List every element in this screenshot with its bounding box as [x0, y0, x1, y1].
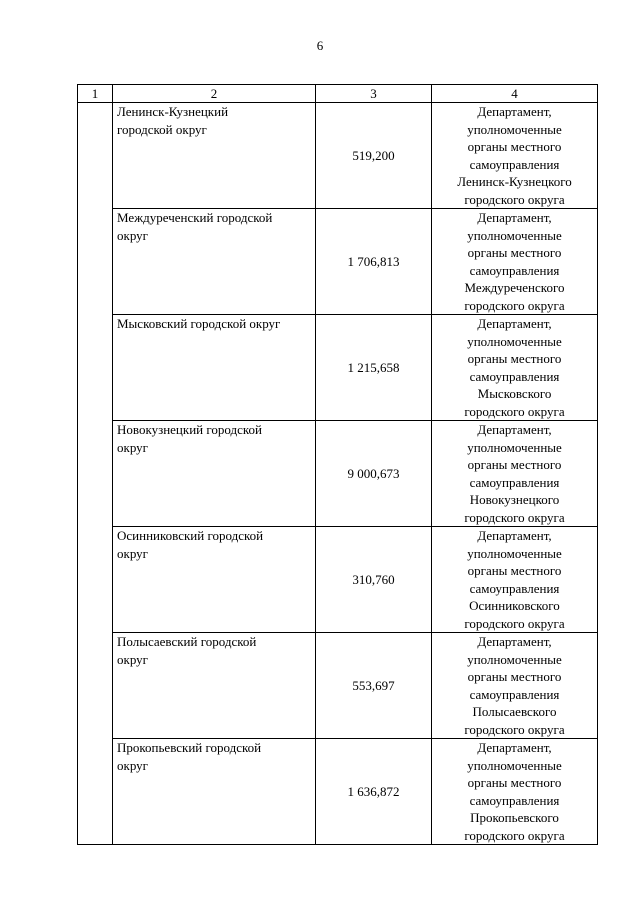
- table-row: [78, 209, 598, 315]
- table-row: [78, 739, 598, 845]
- responsible-body-line: Департамент,: [477, 316, 552, 331]
- responsible-body-line: Департамент,: [477, 104, 552, 119]
- column-header-2: 2: [113, 85, 316, 103]
- responsible-body-line: самоуправления: [469, 262, 560, 278]
- amount-cell: [316, 209, 432, 315]
- amount-cell: [316, 633, 432, 739]
- municipality-name-line: Осинниковский городской: [117, 528, 264, 543]
- amount-cell: [316, 739, 432, 845]
- municipality-name-line: Междуреченский городской: [117, 210, 273, 225]
- responsible-body-line: Осинниковского: [469, 598, 560, 613]
- responsible-body-line: уполномоченные: [467, 439, 562, 455]
- responsible-body-line: уполномоченные: [467, 121, 562, 137]
- responsible-body-line: Департамент,: [477, 422, 552, 437]
- responsible-body-line: Департамент,: [477, 740, 552, 755]
- column-header-3: 3: [316, 85, 432, 103]
- table-body: [78, 103, 598, 845]
- municipality-name-line: Мысковский городской округ: [117, 316, 281, 331]
- table-row: [78, 421, 598, 527]
- responsible-body-cell: [432, 209, 598, 315]
- table-header: [78, 85, 598, 103]
- municipality-name-line: Ленинск-Кузнецкий: [117, 104, 229, 119]
- responsible-body-line: Новокузнецкого: [469, 492, 560, 507]
- responsible-body-line: самоуправления: [469, 792, 560, 808]
- responsible-body-line: городского округа: [464, 403, 565, 419]
- amount-cell: [316, 315, 432, 421]
- responsible-body-line: самоуправления: [469, 474, 560, 490]
- responsible-body-line: органы местного: [467, 245, 562, 260]
- municipality-cell: [113, 209, 316, 315]
- responsible-body-line: Междуреченского: [464, 280, 565, 295]
- responsible-body-line: городского округа: [464, 721, 565, 737]
- table-row: [78, 103, 598, 209]
- responsible-body-line: городского округа: [464, 509, 565, 525]
- municipality-name-line: Полысаевский городской: [117, 634, 257, 649]
- responsible-body-cell: [432, 633, 598, 739]
- responsible-body-line: Прокопьевского: [470, 810, 559, 825]
- municipality-name-line: Прокопьевский городской: [117, 740, 262, 755]
- amount-cell: [316, 421, 432, 527]
- responsible-body-line: городского округа: [464, 191, 565, 207]
- amount-value: 310,760: [352, 571, 395, 587]
- amount-value: 553,697: [352, 677, 395, 693]
- municipality-name-line: округ: [117, 227, 148, 243]
- responsible-body-line: городского округа: [464, 827, 565, 843]
- responsible-body-line: уполномоченные: [467, 545, 562, 561]
- responsible-body-line: органы местного: [467, 351, 562, 366]
- municipality-name-line: Новокузнецкий городской: [117, 422, 262, 437]
- responsible-body-line: городского округа: [464, 297, 565, 313]
- row-number-cell: [78, 103, 113, 845]
- column-header-4: 4: [432, 85, 598, 103]
- amount-value: 9 000,673: [347, 465, 400, 481]
- table-row: [78, 527, 598, 633]
- municipality-name-line: округ: [117, 545, 148, 561]
- responsible-body-cell: [432, 421, 598, 527]
- responsible-body-line: органы местного: [467, 775, 562, 790]
- responsible-body-line: Полысаевского: [472, 704, 557, 719]
- amount-value: 519,200: [352, 147, 395, 163]
- responsible-body-line: уполномоченные: [467, 333, 562, 349]
- amount-value: 1 636,872: [347, 783, 400, 799]
- responsible-body-cell: [432, 527, 598, 633]
- responsible-body-line: органы местного: [467, 457, 562, 472]
- amount-cell: [316, 103, 432, 209]
- municipality-name-line: округ: [117, 651, 148, 667]
- responsible-body-line: самоуправления: [469, 368, 560, 384]
- municipality-cell: [113, 527, 316, 633]
- responsible-body-line: органы местного: [467, 563, 562, 578]
- responsible-body-line: самоуправления: [469, 156, 560, 172]
- responsible-body-cell: [432, 739, 598, 845]
- column-header-1: 1: [78, 85, 113, 103]
- responsible-body-line: Ленинск-Кузнецкого: [457, 174, 572, 189]
- responsible-body-line: самоуправления: [469, 686, 560, 702]
- allocation-table: [77, 84, 598, 845]
- responsible-body-line: самоуправления: [469, 580, 560, 596]
- municipality-cell: [113, 739, 316, 845]
- header-row: [78, 85, 598, 103]
- responsible-body-line: Департамент,: [477, 528, 552, 543]
- responsible-body-line: органы местного: [467, 669, 562, 684]
- responsible-body-cell: [432, 315, 598, 421]
- amount-value: 1 215,658: [347, 359, 400, 375]
- table-row: [78, 315, 598, 421]
- municipality-cell: [113, 103, 316, 209]
- amount-cell: [316, 527, 432, 633]
- responsible-body-line: Мысковского: [477, 386, 552, 401]
- responsible-body-line: уполномоченные: [467, 757, 562, 773]
- municipality-cell: [113, 421, 316, 527]
- table-row: [78, 633, 598, 739]
- amount-value: 1 706,813: [347, 253, 400, 269]
- municipality-cell: [113, 633, 316, 739]
- municipality-cell: [113, 315, 316, 421]
- responsible-body-line: уполномоченные: [467, 227, 562, 243]
- responsible-body-line: органы местного: [467, 139, 562, 154]
- responsible-body-line: уполномоченные: [467, 651, 562, 667]
- responsible-body-line: Департамент,: [477, 634, 552, 649]
- municipality-name-line: округ: [117, 757, 148, 773]
- page-number: 6: [316, 38, 324, 53]
- municipality-name-line: округ: [117, 439, 148, 455]
- responsible-body-line: Департамент,: [477, 210, 552, 225]
- responsible-body-line: городского округа: [464, 615, 565, 631]
- responsible-body-cell: [432, 103, 598, 209]
- municipality-name-line: городской округ: [117, 121, 207, 137]
